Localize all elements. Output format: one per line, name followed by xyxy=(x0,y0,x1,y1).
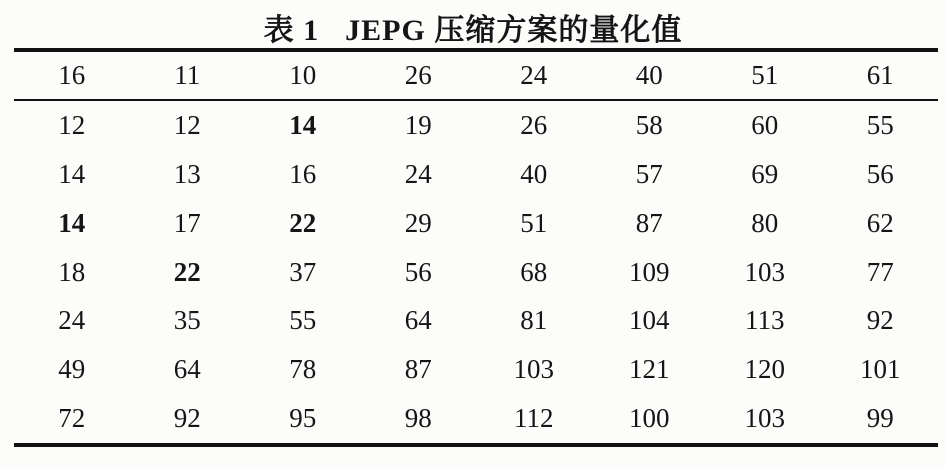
table-cell: 24 xyxy=(404,158,432,189)
table-cell: 121 xyxy=(629,354,670,385)
table-cell: 11 xyxy=(174,59,201,90)
table-cell: 10 xyxy=(289,59,317,90)
table-row xyxy=(14,101,938,150)
table-cell: 19 xyxy=(404,109,432,140)
table-row xyxy=(14,296,938,345)
table-cell: 51 xyxy=(520,207,548,238)
table-cell: 16 xyxy=(289,158,317,189)
table-cell: 64 xyxy=(404,305,432,336)
table-cell: 100 xyxy=(629,403,670,434)
table-cell: 13 xyxy=(173,158,201,189)
table-cell: 87 xyxy=(635,207,663,238)
table-cell: 22 xyxy=(173,256,201,287)
table-cell: 26 xyxy=(520,109,548,140)
table-caption: JEPG 压缩方案的量化值 xyxy=(345,14,683,47)
table-cell: 72 xyxy=(58,403,86,434)
table-cell: 61 xyxy=(866,59,894,90)
table-cell: 55 xyxy=(866,109,894,140)
table-cell: 113 xyxy=(745,305,785,336)
table-cell: 51 xyxy=(751,59,779,90)
table-cell: 16 xyxy=(58,59,86,90)
table-cell: 56 xyxy=(866,158,894,189)
table-cell: 87 xyxy=(404,354,432,385)
table-cell: 109 xyxy=(629,256,670,287)
table-cell: 103 xyxy=(744,403,785,434)
table-cell: 81 xyxy=(520,305,548,336)
table-cell: 35 xyxy=(173,305,201,336)
table-cell: 40 xyxy=(635,59,663,90)
table-cell: 103 xyxy=(513,354,554,385)
table-row xyxy=(14,150,938,199)
table-cell: 120 xyxy=(744,354,785,385)
table-cell: 17 xyxy=(173,207,201,238)
table-cell: 40 xyxy=(520,158,548,189)
table-row xyxy=(14,199,938,248)
table-cell: 77 xyxy=(866,256,894,287)
table-title xyxy=(0,5,946,49)
table-cell: 22 xyxy=(289,207,317,238)
table-cell: 14 xyxy=(58,158,86,189)
table-header-row xyxy=(14,51,938,99)
table-cell: 49 xyxy=(58,354,86,385)
table-cell: 92 xyxy=(173,403,201,434)
table-cell: 14 xyxy=(289,109,317,140)
table-cell: 24 xyxy=(58,305,86,336)
table-cell: 56 xyxy=(404,256,432,287)
table-cell: 101 xyxy=(860,354,901,385)
table-cell: 98 xyxy=(404,403,432,434)
table-cell: 18 xyxy=(58,256,86,287)
table-cell: 24 xyxy=(520,59,548,90)
table-cell: 55 xyxy=(289,305,317,336)
table-row xyxy=(14,394,938,443)
table-bottom-rule xyxy=(14,443,938,447)
table-cell: 104 xyxy=(629,305,670,336)
table-cell: 80 xyxy=(751,207,779,238)
table-cell: 92 xyxy=(866,305,894,336)
table-number-label: 表 1 xyxy=(263,14,320,47)
table-row xyxy=(14,248,938,297)
table-cell: 12 xyxy=(58,109,86,140)
table-cell: 60 xyxy=(751,109,779,140)
table-cell: 112 xyxy=(514,403,554,434)
table-cell: 14 xyxy=(58,207,86,238)
table-body xyxy=(14,101,938,443)
table-cell: 99 xyxy=(866,403,894,434)
table-cell: 12 xyxy=(173,109,201,140)
table-cell: 69 xyxy=(751,158,779,189)
table-cell: 68 xyxy=(520,256,548,287)
table-cell: 57 xyxy=(635,158,663,189)
table-row xyxy=(14,345,938,394)
table-cell: 95 xyxy=(289,403,317,434)
table-cell: 62 xyxy=(866,207,894,238)
table-cell: 29 xyxy=(404,207,432,238)
table-cell: 26 xyxy=(404,59,432,90)
table-cell: 78 xyxy=(289,354,317,385)
table-cell: 103 xyxy=(744,256,785,287)
table-cell: 58 xyxy=(635,109,663,140)
table-cell: 64 xyxy=(173,354,201,385)
table-cell: 37 xyxy=(289,256,317,287)
